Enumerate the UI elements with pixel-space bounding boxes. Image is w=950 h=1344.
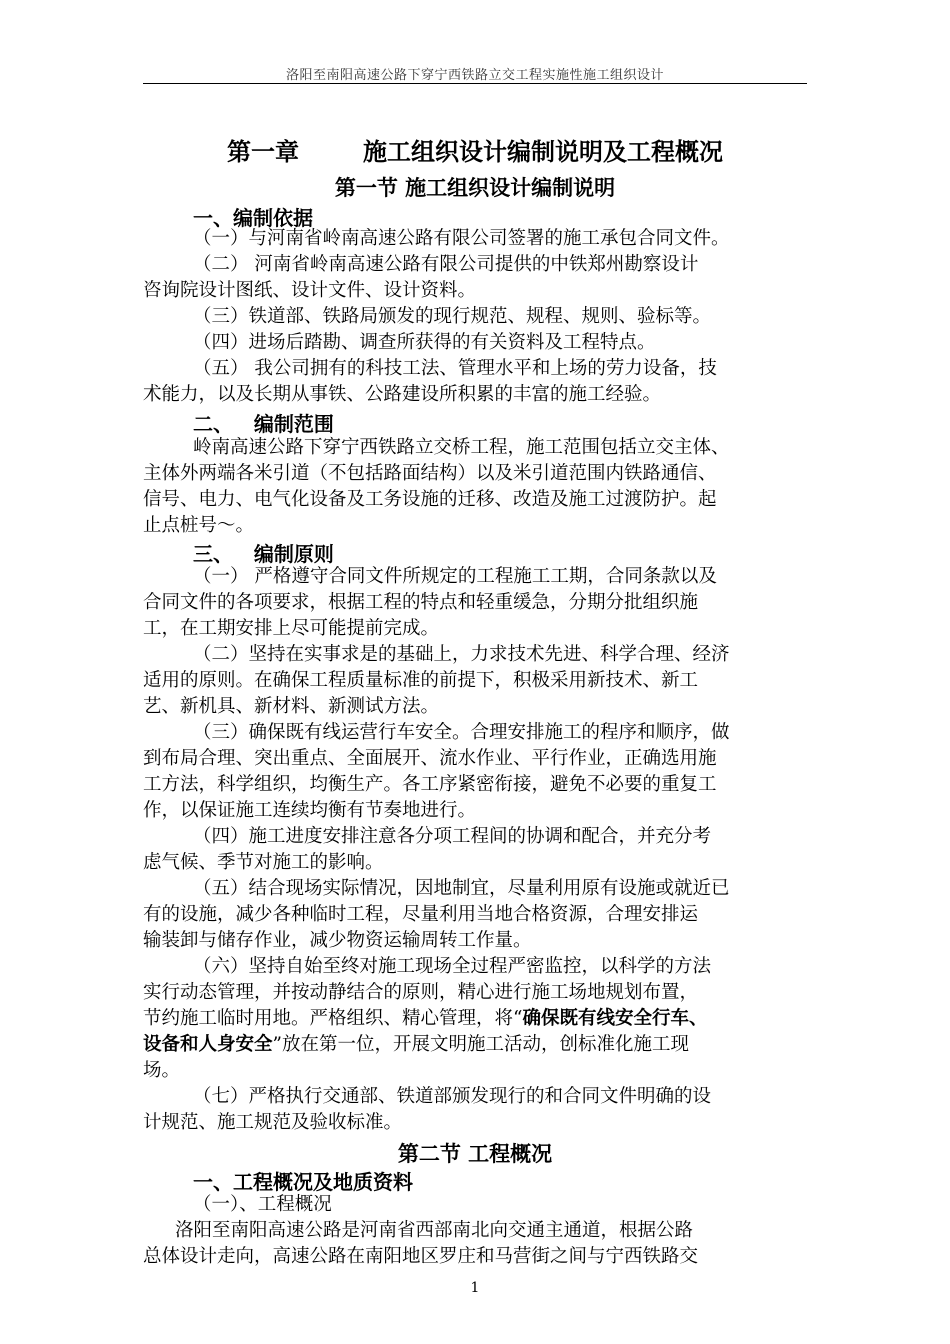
section-title-2: 第二节 工程概况 xyxy=(397,1142,553,1166)
scope-line: 止点桩号～。 xyxy=(143,515,255,536)
chapter-number: 第一章 xyxy=(227,138,299,166)
principle-6-text: ”放在第一位，开展文明施工活动，创标准化施工现 xyxy=(272,1034,689,1055)
principle-1-line: 合同文件的各项要求，根据工程的特点和轻重缓急，分期分批组织施 xyxy=(143,592,699,613)
principle-2-line: 艺、新机具、新材料、新测试方法。 xyxy=(143,696,440,717)
principle-6-text: 节约施工临时用地。严格组织、精心管理，将“ xyxy=(143,1008,523,1029)
principle-7-line: 计规范、施工规范及验收标准。 xyxy=(143,1112,403,1133)
emphasis-text: 设备和人身安全 xyxy=(143,1034,273,1055)
principle-4-line: 虑气候、季节对施工的影响。 xyxy=(143,852,384,873)
running-header: 洛阳至南阳高速公路下穿宁西铁路立交工程实施性施工组织设计 xyxy=(285,68,664,83)
basis-line: （五） 我公司拥有的科技工法、管理水平和上场的劳力设备，技 xyxy=(193,358,717,379)
overview-line: 洛阳至南阳高速公路是河南省西部南北向交通主通道，根据公路 xyxy=(175,1220,694,1241)
principle-3-line: 作，以保证施工连续均衡有节奏地进行。 xyxy=(143,800,477,821)
chapter-title: 施工组织设计编制说明及工程概况 xyxy=(363,138,723,166)
basis-line: （二） 河南省岭南高速公路有限公司提供的中铁郑州勘察设计 xyxy=(193,254,699,275)
heading-scope: 二、 编制范围 xyxy=(193,412,334,436)
principle-1-line: （一） 严格遵守合同文件所规定的工程施工工期，合同条款以及 xyxy=(193,566,717,587)
principle-7-line: （七）严格执行交通部、铁道部颁发现行的和合同文件明确的设 xyxy=(193,1086,712,1107)
scope-line: 岭南高速公路下穿宁西铁路立交桥工程，施工范围包括立交主体、 xyxy=(193,437,730,458)
principle-2-line: （二）坚持在实事求是的基础上，力求技术先进、科学合理、经济 xyxy=(193,644,730,665)
basis-line: （一）与河南省岭南高速公路有限公司签署的施工承包合同文件。 xyxy=(193,228,730,249)
basis-line: （三）铁道部、铁路局颁发的现行规范、规程、规则、验标等。 xyxy=(193,306,712,327)
principle-5-line: （五）结合现场实际情况，因地制宜，尽量利用原有设施或就近已 xyxy=(193,878,730,899)
principle-5-line: 输装卸与储存作业，减少物资运输周转工作量。 xyxy=(143,930,532,951)
principle-3-line: 工方法，科学组织，均衡生产。各工序紧密衔接，避免不必要的重复工 xyxy=(143,774,717,795)
overview-subheading: （一）、工程概况 xyxy=(193,1194,332,1215)
heading-principles: 三、 编制原则 xyxy=(193,542,334,566)
section-title-1: 第一节 施工组织设计编制说明 xyxy=(334,176,616,200)
principle-3-line: （三）确保既有线运营行车安全。合理安排施工的程序和顺序，做 xyxy=(193,722,730,743)
heading-basis: 一、编制依据 xyxy=(193,206,313,230)
page-number: 1 xyxy=(470,1280,480,1296)
principle-1-line: 工，在工期安排上尽可能提前完成。 xyxy=(143,618,440,639)
principle-6-line xyxy=(143,1032,823,1058)
scope-line: 信号、电力、电气化设备及工务设施的迁移、改造及施工过渡防护。起 xyxy=(143,489,717,510)
emphasis-text: 确保既有线安全行车、 xyxy=(522,1008,708,1029)
principle-6-line xyxy=(143,1006,823,1032)
scope-line: 主体外两端各米引道（不包括路面结构）以及米引道范围内铁路通信、 xyxy=(143,463,717,484)
principle-5-line: 有的设施，减少各种临时工程，尽量利用当地合格资源，合理安排运 xyxy=(143,904,699,925)
chapter-heading xyxy=(0,132,950,167)
basis-line: 术能力，以及长期从事铁、公路建设所积累的丰富的施工经验。 xyxy=(143,384,662,405)
principle-4-line: （四）施工进度安排注意各分项工程间的协调和配合，并充分考 xyxy=(193,826,712,847)
principle-3-line: 到布局合理、突出重点、全面展开、流水作业、平行作业，正确选用施 xyxy=(143,748,717,769)
header-rule xyxy=(143,83,807,84)
principle-6-line: 实行动态管理，并按动静结合的原则，精心进行施工场地规划布置， xyxy=(143,982,699,1003)
principle-6-line: （六）坚持自始至终对施工现场全过程严密监控，以科学的方法 xyxy=(193,956,712,977)
basis-line: 咨询院设计图纸、设计文件、设计资料。 xyxy=(143,280,477,301)
basis-line: （四）进场后踏勘、调查所获得的有关资料及工程特点。 xyxy=(193,332,656,353)
overview-line: 总体设计走向，高速公路在南阳地区罗庄和马营街之间与宁西铁路交 xyxy=(143,1246,699,1267)
heading-overview: 一、工程概况及地质资料 xyxy=(193,1170,413,1194)
principle-6-line: 场。 xyxy=(143,1060,181,1081)
principle-2-line: 适用的原则。在确保工程质量标准的前提下，积极采用新技术、新工 xyxy=(143,670,699,691)
